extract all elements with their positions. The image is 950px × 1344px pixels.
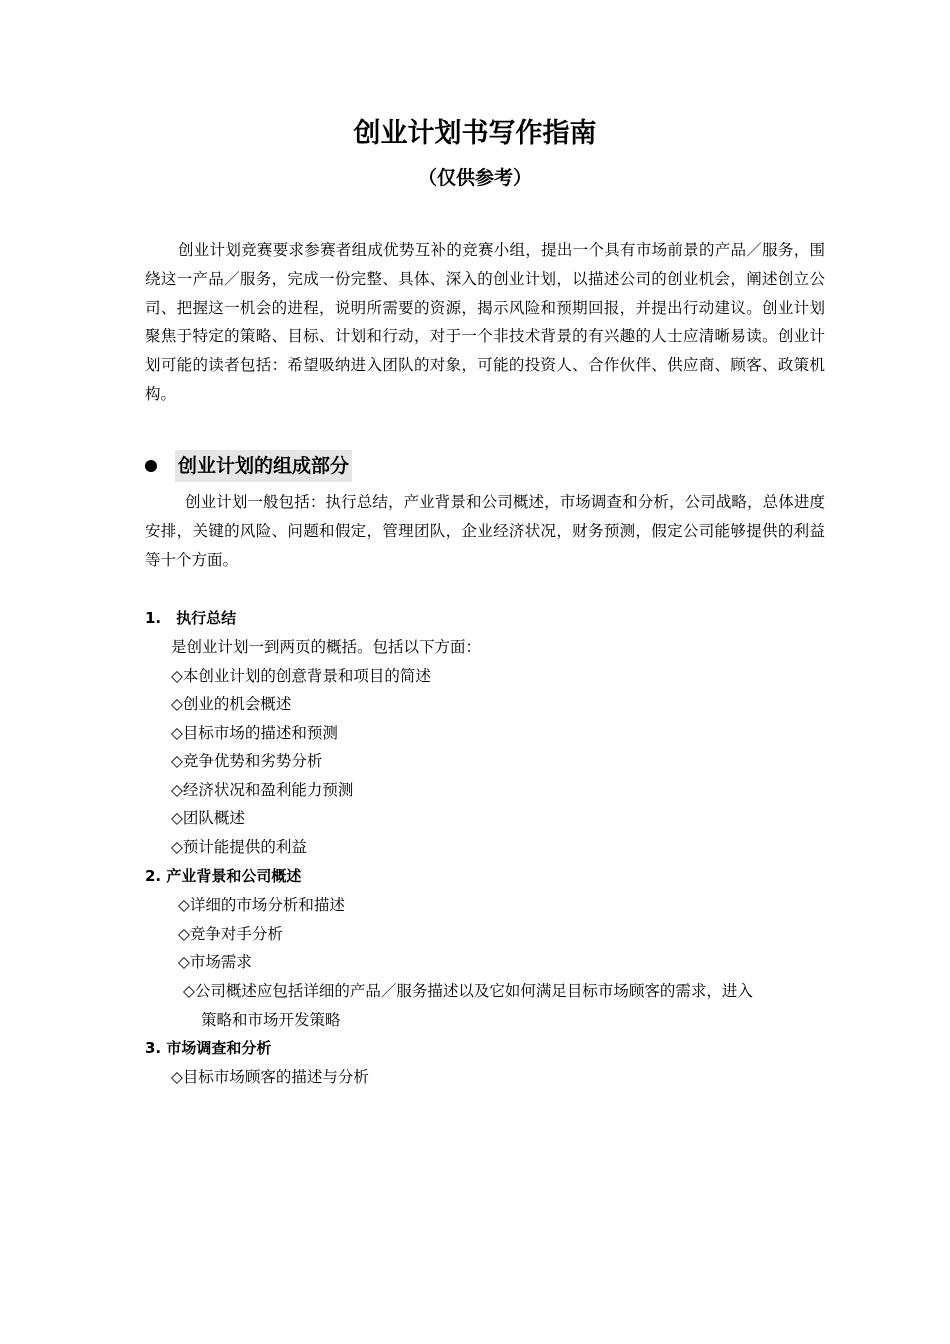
list-item: ◇目标市场顾客的描述与分析	[171, 1068, 369, 1086]
section-heading: 创业计划的组成部分	[175, 450, 352, 482]
document-title: 创业计划书写作指南	[353, 118, 597, 149]
list-item: ◇预计能提供的利益	[171, 838, 307, 856]
list-item: ◇本创业计划的创意背景和项目的简述	[171, 667, 431, 685]
list-item: ◇目标市场的描述和预测	[171, 724, 338, 742]
intro-paragraph: 创业计划竞赛要求参赛者组成优势互补的竞赛小组，提出一个具有市场前景的产品／服务，围绕这一产品／服务，完成一份完整、具体、深入的创业计划，以描述公司的创业机会，阐述创立公司、把握这一机会的进程，说明所需要的资源，揭示风险和预期回报，并提出行动建议。创业计划聚焦于特定的策略、目标、计划和行动，对于一个非技术背景的有兴趣的人士应清晰易读。创业计划可能的读者包括：希望吸纳进入团队的对象，可能的投资人、合作伙伴、供应商、顾客、政策机构。	[145, 241, 825, 403]
section-intro-paragraph: 创业计划一般包括：执行总结，产业背景和公司概述，市场调查和分析，公司战略，总体进度安排，关键的风险、问题和假定，管理团队，企业经济状况，财务预测，假定公司能够提供的利益等十个方面。	[145, 493, 825, 569]
item-heading-industry-background: 2. 产业背景和公司概述	[145, 867, 302, 885]
list-item: ◇竞争对手分析	[178, 925, 283, 943]
list-item-continuation: 策略和市场开发策略	[201, 1011, 341, 1029]
list-item: ◇竞争优势和劣势分析	[171, 752, 323, 770]
list-item: ◇团队概述	[171, 809, 245, 827]
item-heading-executive-summary: 1. 执行总结	[145, 609, 237, 627]
list-item: ◇公司概述应包括详细的产品／服务描述以及它如何满足目标市场顾客的需求，进入	[183, 982, 753, 1000]
list-item: ◇市场需求	[178, 953, 252, 971]
item-heading-market-research: 3. 市场调查和分析	[145, 1039, 272, 1057]
list-item: ◇创业的机会概述	[171, 695, 292, 713]
document-subtitle: （仅供参考）	[417, 167, 532, 189]
list-item: ◇详细的市场分析和描述	[178, 896, 345, 914]
item-description: 是创业计划一到两页的概括。包括以下方面：	[171, 638, 482, 656]
list-item: ◇经济状况和盈利能力预测	[171, 781, 354, 799]
bullet-dot-icon	[145, 460, 157, 472]
